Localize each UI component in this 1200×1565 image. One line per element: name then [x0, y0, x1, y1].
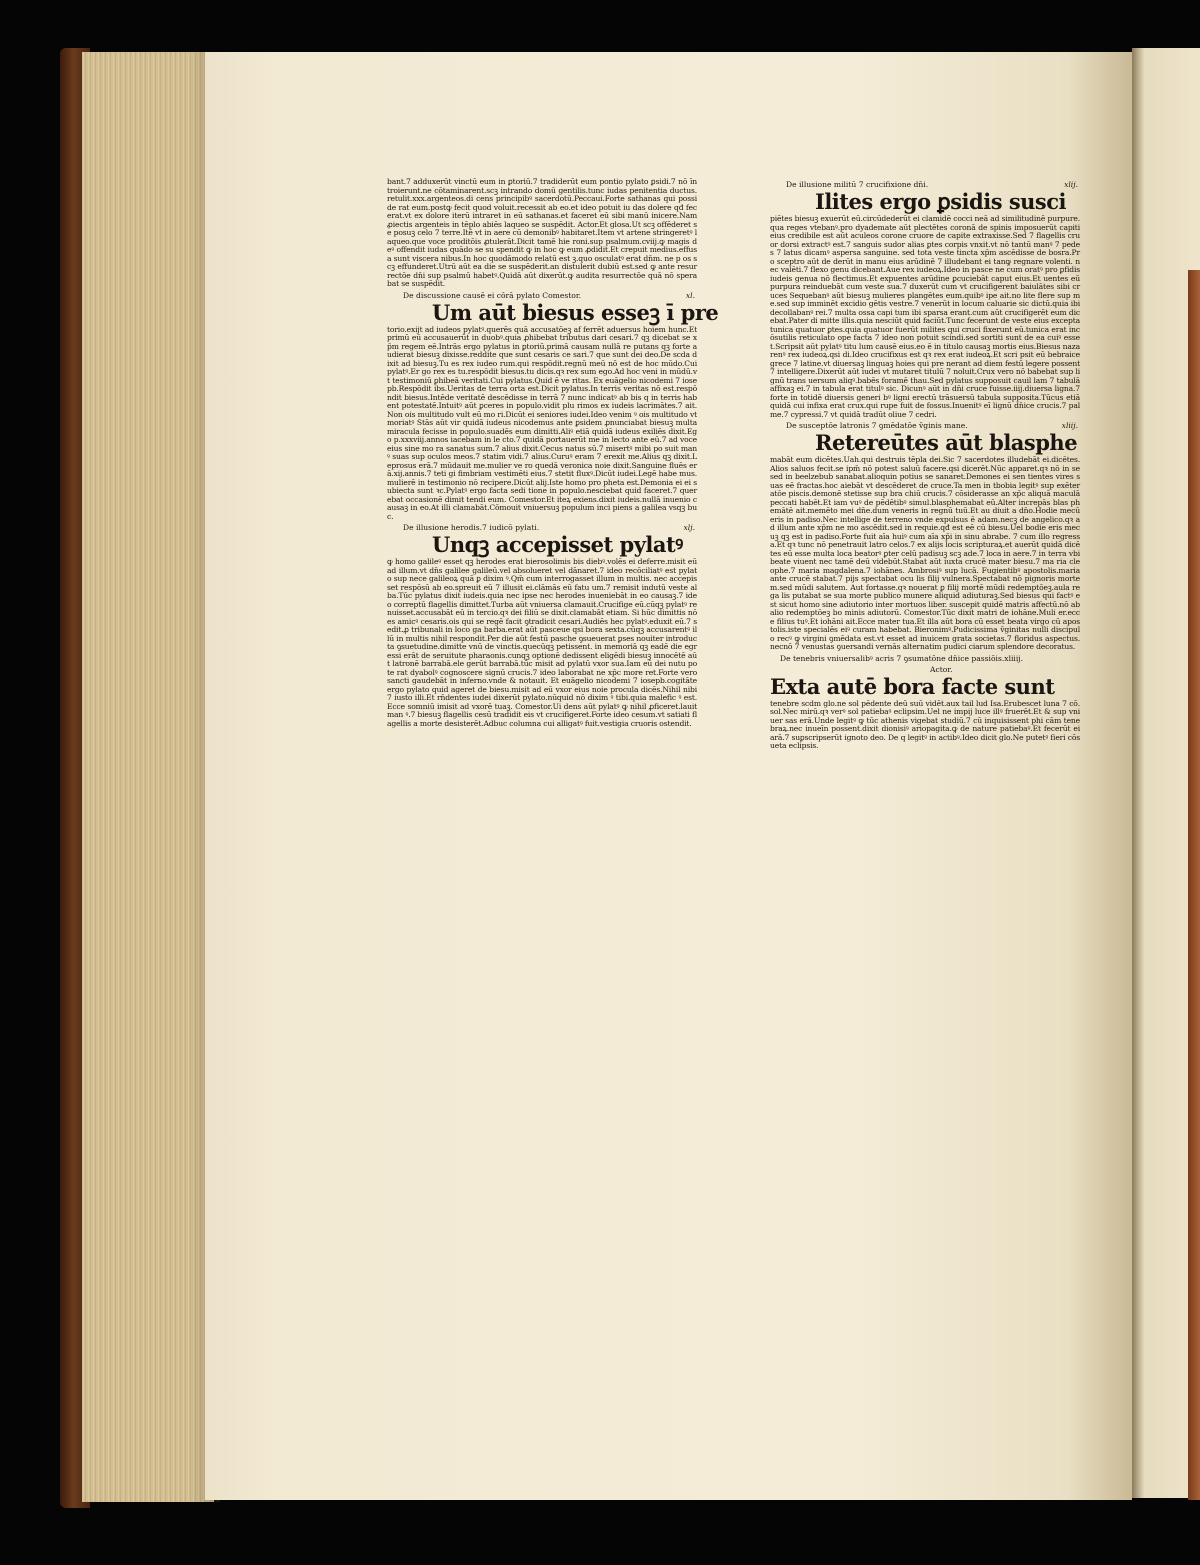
left-text-column: [387, 177, 719, 728]
paragraph: piētes biesuꝫ exuerūt eū.circūdederūt ei clamidē cocci neā ad similitudinē purpure.qua reges vtebanꝰ.pro dyademate aūt plectētes coronā de spinis imposuerūt capiti eius credibile est aūt aculeos corone cruore de capite extraxisse.Sed 7 flagellis cruor dorsi extractꝰ est.7 sanguis sudor alias ꝑtes corpis vnxit.vt nō tantū manꝰ 7 pedes 7 latus dicamꝰ aspersa sanguine. sed tota veste tincta xp̄m ascēdisse de bosra.Pro sceptro aūt de derūt in manu eius arūdinē 7 illudebant ei tanꝙ regnare volenti. nec valēti.7 flexo genu dicebant.Aue rex iudeoꝝ.Ideo in pasce ne cum oratꝰ pro ꝑfidis iudeis genua nō flectimus.Et expuentes arūdine ꝑcuciebāt caput eius.Et uentes eū purpura reinduebāt cum veste sua.7 duxerūt cum vt crucifigerent baiulātes sibi cruces Sequebanꝰ aūt biesuꝫ mulieres plangētes eum.quibꝰ ipe ait.no lite flere sup me.sed sup imminēt excidio gētis vestre.7 venerūt in locum caluarie sic dictū.quia ibi decollabanꝰ rei.7 multa ossa capi tum ibi sparsa erant.cum aūt crucifigerēt eum dicebat.Pater di mitte illis.quia nesciūt quid faciūt.Tunc fecerunt de veste eius excepta tunica quatuor ꝑtes.quia quatuor fuerūt milites qui cruci fixerunt eū.tunica erat incōsutilis reticulato ope facta 7 ideo non potuit scindi.sed sortiti sunt de ea cuiꝰ esset.Scripsit aūt pylatꝰ titu lum causē eius.eo ē in titulo causaꝫ mortis eius.Biesus nazarenꝰ rex iudeoꝝ.qsi di.Ideo crucifixus est qꝛ rex erat iudeoꝝ.Et scri psit eū bebraice grece 7 latine.vt diuersaꝫ linguaꝫ hoies qui pre nerant ad diem festū legere possent 7 intelligere.Dixerūt aūt iudei vt mutaret titulū 7 noluit.Crux vero nō babebat sup lignū trans uersum aliqꝰ.babēs foramē thau.Sed pylatus supposuit cauil lam 7 tabulā affixaꝫ ei.7 in tabula erat titulꝰ sic. Dicunꝰ aūt in dn̄i cruce fuisse.iiij.diuersa ligna.7 forte in totidē diuersis generi bꝰ ligni erectū trāsuersū tabula supposita.Tūcus etiā quidā cui infixa erat crux.qui rupe fuit de fossus.Inuenitꝰ eī lignū dn̄ice crucis.7 palme.7 cypressi.7 vt quidā tradūt oliue 7 cedri.: [770, 214, 1080, 419]
paragraph: mabāt eum dicētes.Uah.qui destruis tēpla dei.Sic 7 sacerdotes illudebāt ei.dicētes.Alios saluos fecit.se ipm̄ nō potest saluū facere.qsi dicerēt.Nūc apparet.qꝛ nō in se sed in beelzebub sanabat.alioquin potius se sanaret.Demones ei sen tientes vires suas eē fractas.hoc aiebāt vt descēderet de cruce.Ta men in tbobia legitꝰ sup exēteratōe piscis.demonē stetisse sup bra chiū crucis.7 cōsiderasse an xp̄c aliquā maculā peccati habēt.Et iam vuꝰ de pēdētibꝰ simul.blasphemabat eū.Alter increpās blas phemātē ait.memēto mei dn̄e.dum veneris in regnū tuū.Et au diuit a dn̄o.Hodie mecū eris in padiso.Nec intellige de terreno vnde expulsus ē adam.necꝫ de angelico.qꝛ ad illum ante xp̄m ne mo ascēdit.sed in requie.qđ est eē cū biesu.Uel bodie eris mecuꝫ qꝫ est in padiso.Forte fuit aīa huiꝰ cum aīa xp̄i in sinu abrabe. 7 cum illo regressa.Et qꝛ tunc nō penetrauit latro celos.7 ex alijs locis scripturaꝝ.et auerūt quidā dicētes eū esse multa loca beatorꝰ ꝑter celū padisuꝫ scꝫ ade.7 loca in aere.7 in terra vbi beate viuent nec tamē deū videbūt.Stabat aūt iuxta crucē mater biesu.7 ma ria cleophe.7 maria magdalena.7 iohānes. Ambrosiꝰ sup lucā. Fugientibꝰ apostolis.maria ante crucē stabat.7 pijs spectabat ocu lis filij vulnera.Spectabat nō pignoris mortem.sed mūdi salutem. Aut fortasse.qꝛ nouerat ꝑ filij mortē mūdi redemptōeꝫ.aula rega lis putabat se sua morte publico munere aliquid adiuturaꝫ.Sed biesus qui factꝰ est sicut homo sine adiutorio inter mortuos liber. suscepit quidē matris affectū.nō ab alio redemptōeꝫ bo minis adiutorū. Comestor.Tūc dixit matri de iohāne.Muli er.ecce filius tuꝰ.Et iohāni ait.Ecce mater tua.Et illa aūt bora cū esset beata virgo cū apostolis.iste specialēs eiꝰ curam habebat. Bieronimꝰ.Pudicissima v̄ginitas nulli discipulo recꝰ ꝙ virgini ꝯmēdata est.vt esset ad inuicem grata societas.7 floridus aspectus.necnō 7 venustas ꝯuersandi vernās alternatim pudici ciarum splendore decoratus.: [770, 455, 1080, 651]
chapter-heading: [770, 654, 1080, 663]
chapter-rubric: De tenebris vniuersalibꝰ acris 7 ꝯsumatōne dn̄ice passiōis.xliiij.: [780, 653, 1024, 663]
chapter-heading: [387, 291, 697, 300]
chapter-incipit: Unqꝫ accepisset pylatꝰ: [432, 532, 683, 557]
chapter-incipit: Exta autē bora facte sunt: [770, 673, 1055, 699]
chapter-rubric: De illusione herodis.7 iudicō pylati.: [403, 523, 540, 532]
paragraph: bant.7 adduxerūt vinctū eum in ꝑtoriū.7 tradiderūt eum pontio pylato ꝑsidi.7 nō īn troierunt.ne cōtaminarent.scꝫ intrando domū gentilis.tunc iudas penitentia ductus.retulit.xxx.argenteos.di cens principibꝰ sacerdotū.Peccaui.Forte sathanas qui posside rat eum.postꝙ fecit quod voluit.recessit ab eo.et ideo potuit iu das dolere qđ fecerat.vt ex dolore iterū intraret in eū sathanas.et faceret eū sibi manū inicere.Nam ꝓiectis argenteis in tēplo abiēs laqueo se suspēdit. Actor.Et glosa.Ut scꝫ offēderet se posuꝫ celo 7 terre.Itē vt in aere cū demonibꝰ habitaret.Item vt artene stringeretꝰ laqueo.que voce proditōis ꝓtulerāt.Dicit tamē hie roni.sup psalmum.cviij.ꝙ magis deꝰ offendit iudas quādo se su spendit ꝙ in hoc ꝙ eum ꝓdidit.Et crepuit medius.effusa sunt viscera nibus.In hoc quodāmodo relatū est ꝫ.quo osculatꝰ erat dn̄m. ne p os scꝫ effunderet.Utrū aūt ea die se suspēderit.an distulerit dubiū est.sed ꝙ ante resurrectōe dn̄i sup psalmū habetꝰ.Quidā aūt dixerūt.ꝙ audita resurrectōe quā nō sperabat se suspēdit.: [387, 177, 697, 288]
right-text-column: [770, 178, 1080, 751]
paragraph: torio.exijt ad iudeos pylatꝰ.querēs quā accusatōeꝫ af ferrēt aduersus hoiem hunc.Et primū eū accusauerūt in duobꝰ.quia ꝓhibebat tributus dari cesari.7 qꝫ dicebat se xp̄m regem eē.Intrās ergo pylatus in ꝑtoriū.primā causam nullā re putans qꝫ forte audierat biesuꝫ dixisse.reddite que sunt cesaris ce sari.7 que sunt dei deo.De scda dixit ad biesuꝫ.Tu es rex iudeo rum.qui respōdit.regnū meū nō est de hoc mūdo.Cui pylatꝰ.Er go rex es tu.respōdit biesus.tu dicis.qꝛ rex sum ego.Ad hoc veni in mūdū.vt testimoniū ꝑhibeā veritati.Cui pylatus.Quid ē ve ritas. Ex euāgelio nicodemi 7 iosepb.Respōdit ibs.Ueritas de terra orta est.Dicit pylatus.In terris veritas nō est.respōndit biesus.Intēde veritatē descēdisse in terrā 7 nunc indicatꝰ ab bis q in terris habent potestatē.Intuitꝰ aūt ꝑceres in populo.vidit plu rimos ex iudeis lacrimātes.7 ait.Non ois multitudo vult eū mo ri.Dicūt ei seniores iudei.Ideo venim ꝰ ois multitudo vt moriatꝰ Stās aūt vir quidā iudeus nicodemus ante ꝑsidem ꝓnunciabat biesuꝫ multa miracula fecisse in populo.suadēs eum dimitti.Aliꝰ etiā quidā iudeus exiliēs dixit.Ego p.xxxviij.annos iacebam in le cto.7 quidā portauerūt me in lecto ante eū.7 ad voce eius sine mo ra sanatus sum.7 alius dixit.Cecus natus sū.7 misertꝰ mibi po suit manꝰ suas sup oculos meos.7 statim vidi.7 alius.Curuꝰ eram 7 erexit me.Alius qꝫ dixit.Leprosus erā.7 mūdauit me.mulier ve ro quedā veronica noie dixit.Sanguine fluēs erā.xij.annis.7 teti gi fimbriam vestimēti eius.7 stetit fluxꝰ.Dicūt iudei.Legē habe mus.mulierē in testimonio nō recipere.Dicūt alij.Iste homo pro pheta est.Demonia ei ei subiecta sunt ꝛc.Pylatꝰ ergo facta sedi tione in populo.nesciebat quid faceret.7 querebat occasionē dimit tendi eum. Comestor.Et iteꝝ exiens.dixit iudeis.nullā inuenio causaꝫ in eo.At illi clamabāt.Cōmouit vniuersuꝫ populum inci piens a galilea vsqꝫ buc.: [387, 324, 697, 521]
chapter-heading: [770, 180, 1080, 189]
paragraph: tenebre scdm glo.ne sol pēdente deū suū vidēt.aux tail lud Isa.Erubescet luna 7 cō.sol.Nec mirū.qꝛ verꝰ sol patiebaꝰ eclipsim.Uel ne impij luce illꝰ fruerēt.Et & sup vniuer sas erā.Unde legitꝰ ꝙ tūc athenis vigebat studiū.7 cū inquisissent phi cām tenebraꝝ.nec inueīn possent.dixit dionisiꝰ ariopagita.ꝙ de nature patiebaꝰ.Et fecerūt ei arā.7 suꝑscripserūt ignoto deo. De q legitꝰ in actibꝰ.Ideo dicit glo.Ne putetꝰ fieri cōsueta eclipsis.: [770, 698, 1080, 750]
chapter-rubric: De susceptōe latronis 7 ꝯmēdatōe v̄ginis mane.: [786, 421, 968, 430]
chapter-incipit: Retereūtes aūt blasphe: [815, 430, 1078, 455]
chapter-heading: [770, 421, 1080, 430]
source-note: [770, 665, 1080, 674]
chapter-rubric: De illusione militū 7 crucifixione dn̄i.: [786, 180, 929, 189]
source-citation: Actor.: [930, 664, 953, 674]
paragraph: ꝙ homo galileꝰ esset qꝫ herodes erat bierosolimis bis diebꝰ.volēs ei deferre.misit eū ad illum.vt dn̄s galilee galileū.vel absolueret vel dānaret.7 ideo recōciliatꝰ est pylato sup nece galileoꝝ quā ꝑ dixim ꝰ.Qm̄ cum interrogasset illum in multis. nec accepisset respōsū ab eo.spreuit eū 7 illusit ei.clāmās eū fatu um.7 remisit indutū veste alba.Tūc pylatus dixit iudeis.quia nec ipse nec herodes inueniebāt in eo causaꝫ.7 ideo correptū flagellis dimittet.Turba aūt vniuersa clamauit.Crucifige eū.cūqꝫ pylatꝰ renuisset.accusabāt eū in tercio.qꝛ dei filiū se dixit.clamabāt etiam. Si hūc dimittis nō es amicꝰ cesaris.ois qui se regē facit ꝯtradicit cesari.Audiēs hec pylatꝰ.eduxit eū.7 sedit.ꝓ tribunali in loco ga barba.erat aūt pasceue qsi bora sexta.cūqꝫ accusarentꝰ illū in multis nihil respondit.Per die aūt festū pasche ꝯsueuerat ꝑses nouiter introducta ꝯsuetudine.dimitte vnū de vinctis.quecūqꝫ petissent. in memoriā qꝫ eadē die egressi erāt de seruitute pharaonis.cunqꝫ optionē dedissent eligēdi biesuꝫ innocētē aūt latronē barrabā.ele gerūt barrabā.tūc misit ad pylatū vxor sua.Iam eū dei nutu pote rat dyabolꝰ cognoscere signū crucis.7 ideo laborabat ne xp̄c more ret.Forte vero sancti gaudebāt in inferno.vnde & notauit. Et euāgelio nicodemi 7 iosepb.cogitāte ergo pylato quid ageret de biesu.misit ad eū vxor eius noie procula dicēs.Nihil nibi 7 iusto illi.Et rn̄dentes iudei dixerūt pylato.nūquid nō dixim ꝰ tibi.quia malefic ꝰ est.Ecce somniū imisit ad vxorē tuaꝫ. Comestor.Ui dens aūt pylatꝰ ꝙ nihil ꝓficeret.lauit man ꝰ.7 biesuꝫ flagellis cesū tradidit eis vt crucifigeret.Forte ideo cesum.vt satiati flagellis a morte desisterēt.Adbuc columna cui alligatꝰ fuit.vestigia cruoris ostendit.: [387, 557, 697, 728]
chapter-incipit: Ilites ergo ꝑsidis susci: [815, 189, 1067, 214]
chapter-number: xlij.: [1064, 180, 1078, 189]
chapter-heading: [387, 523, 697, 532]
chapter-number: xliij.: [1061, 421, 1078, 430]
chapter-number: xlj.: [683, 523, 695, 532]
chapter-rubric: De discussione causē ei cōrā pylato Comestor.: [403, 290, 582, 300]
chapter-incipit: Um aūt biesus esseꝫ ī pre: [432, 299, 719, 325]
chapter-number: xl.: [685, 290, 695, 300]
right-cover: [1188, 270, 1200, 1500]
